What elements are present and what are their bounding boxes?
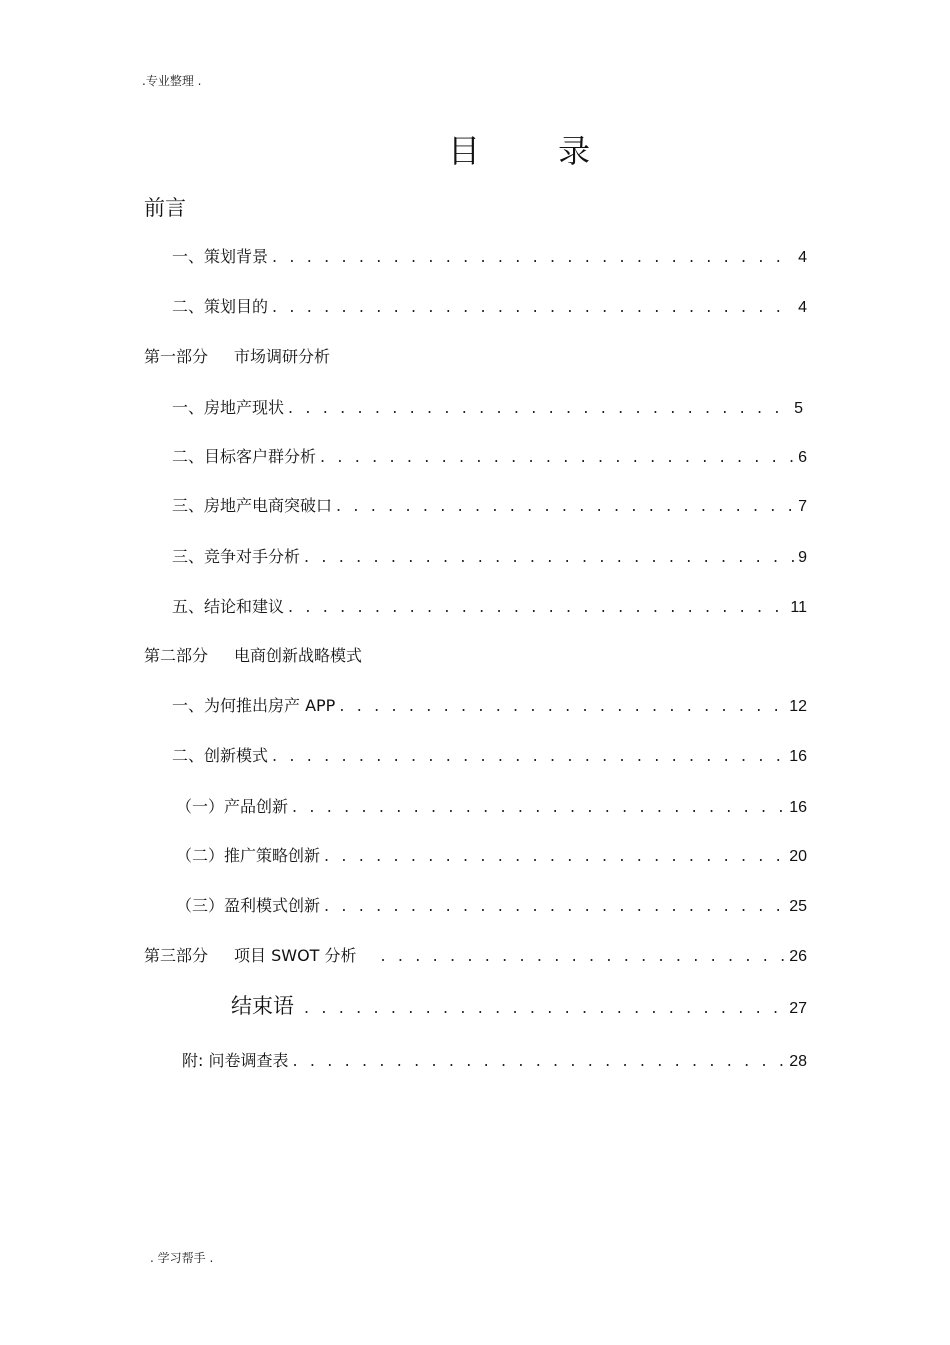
toc-page-number: 20 xyxy=(789,848,807,865)
toc-page-number: 7 xyxy=(798,498,807,515)
toc-entry[interactable] xyxy=(176,794,807,817)
dot-leader xyxy=(288,597,786,616)
page-header: .专业整理 . xyxy=(142,74,202,88)
toc-page-number: 11 xyxy=(790,599,807,616)
toc-entry-label: 一、房地产现状 xyxy=(172,398,285,417)
toc-page-number: 4 xyxy=(798,299,807,316)
toc-entry[interactable] xyxy=(172,594,807,617)
toc-page-number: 16 xyxy=(789,799,807,816)
dot-leader xyxy=(336,496,794,515)
dot-leader xyxy=(324,846,785,865)
toc-entry-label: 附: 问卷调查表 xyxy=(182,1051,289,1070)
toc-page-number: 9 xyxy=(798,549,807,566)
toc-page-number: 5 xyxy=(794,400,803,417)
toc-entry-label: 一、策划背景 xyxy=(172,247,269,266)
toc-entry-label: 三、竞争对手分析 xyxy=(172,547,301,566)
toc-entry[interactable] xyxy=(172,444,807,467)
dot-leader xyxy=(272,746,785,765)
toc-entry-label: （一）产品创新 xyxy=(176,797,289,816)
toc-entry[interactable] xyxy=(172,544,807,567)
toc-entry-label: （三）盈利模式创新 xyxy=(176,896,321,915)
part2-heading xyxy=(144,643,362,666)
toc-page-number: 27 xyxy=(789,1000,807,1017)
part3-entry[interactable] xyxy=(144,943,807,966)
toc-entry-background[interactable] xyxy=(172,244,807,267)
dot-leader xyxy=(272,297,794,316)
toc-entry-label: 一、为何推出房产 APP xyxy=(172,696,336,715)
toc-page-number: 28 xyxy=(789,1053,807,1070)
toc-entry[interactable] xyxy=(176,843,807,866)
toc-entry[interactable] xyxy=(172,395,803,418)
toc-entry-label: 二、策划目的 xyxy=(172,297,269,316)
dot-leader xyxy=(339,696,785,715)
part-name: 电商创新战略模式 xyxy=(234,646,363,665)
dot-leader xyxy=(324,896,785,915)
part-prefix: 第一部分 xyxy=(144,347,209,366)
toc-entry-label: 二、创新模式 xyxy=(172,746,269,765)
toc-entry[interactable] xyxy=(172,693,807,716)
toc-page-number: 12 xyxy=(789,698,807,715)
toc-entry-label: （二）推广策略创新 xyxy=(176,846,321,865)
toc-entry-ending[interactable] xyxy=(231,990,807,1020)
toc-entry-label: 五、结论和建议 xyxy=(172,597,285,616)
part1-heading xyxy=(144,344,330,367)
toc-entry-label: 结束语 xyxy=(231,994,294,1018)
part-prefix: 第二部分 xyxy=(144,646,209,665)
toc-entry-label: 二、目标客户群分析 xyxy=(172,447,317,466)
toc-entry-label: 三、房地产电商突破口 xyxy=(172,496,333,515)
toc-entry[interactable] xyxy=(172,493,807,516)
page-footer: . 学习帮手 . xyxy=(150,1251,214,1265)
dot-leader xyxy=(272,247,794,266)
dot-leader xyxy=(292,797,785,816)
part-name: 市场调研分析 xyxy=(234,347,331,366)
dot-leader xyxy=(304,547,794,566)
toc-page-number: 26 xyxy=(789,948,807,965)
toc-entry-purpose[interactable] xyxy=(172,294,807,317)
preface-heading: 前言 xyxy=(144,196,186,220)
dot-leader xyxy=(304,998,785,1017)
toc-page-number: 6 xyxy=(798,449,807,466)
toc-page-number: 16 xyxy=(789,748,807,765)
toc-title: 目 录 xyxy=(448,132,625,170)
toc-page-number: 4 xyxy=(798,249,807,266)
toc-entry[interactable] xyxy=(172,743,807,766)
dot-leader xyxy=(292,1051,785,1070)
dot-leader xyxy=(381,946,786,965)
part-prefix: 第三部分 xyxy=(144,946,209,965)
part-name: 项目 SWOT 分析 xyxy=(234,946,357,965)
toc-entry[interactable] xyxy=(176,893,807,916)
dot-leader xyxy=(288,398,790,417)
toc-page-number: 25 xyxy=(789,898,807,915)
dot-leader xyxy=(320,447,794,466)
toc-entry-appendix[interactable] xyxy=(182,1048,807,1071)
